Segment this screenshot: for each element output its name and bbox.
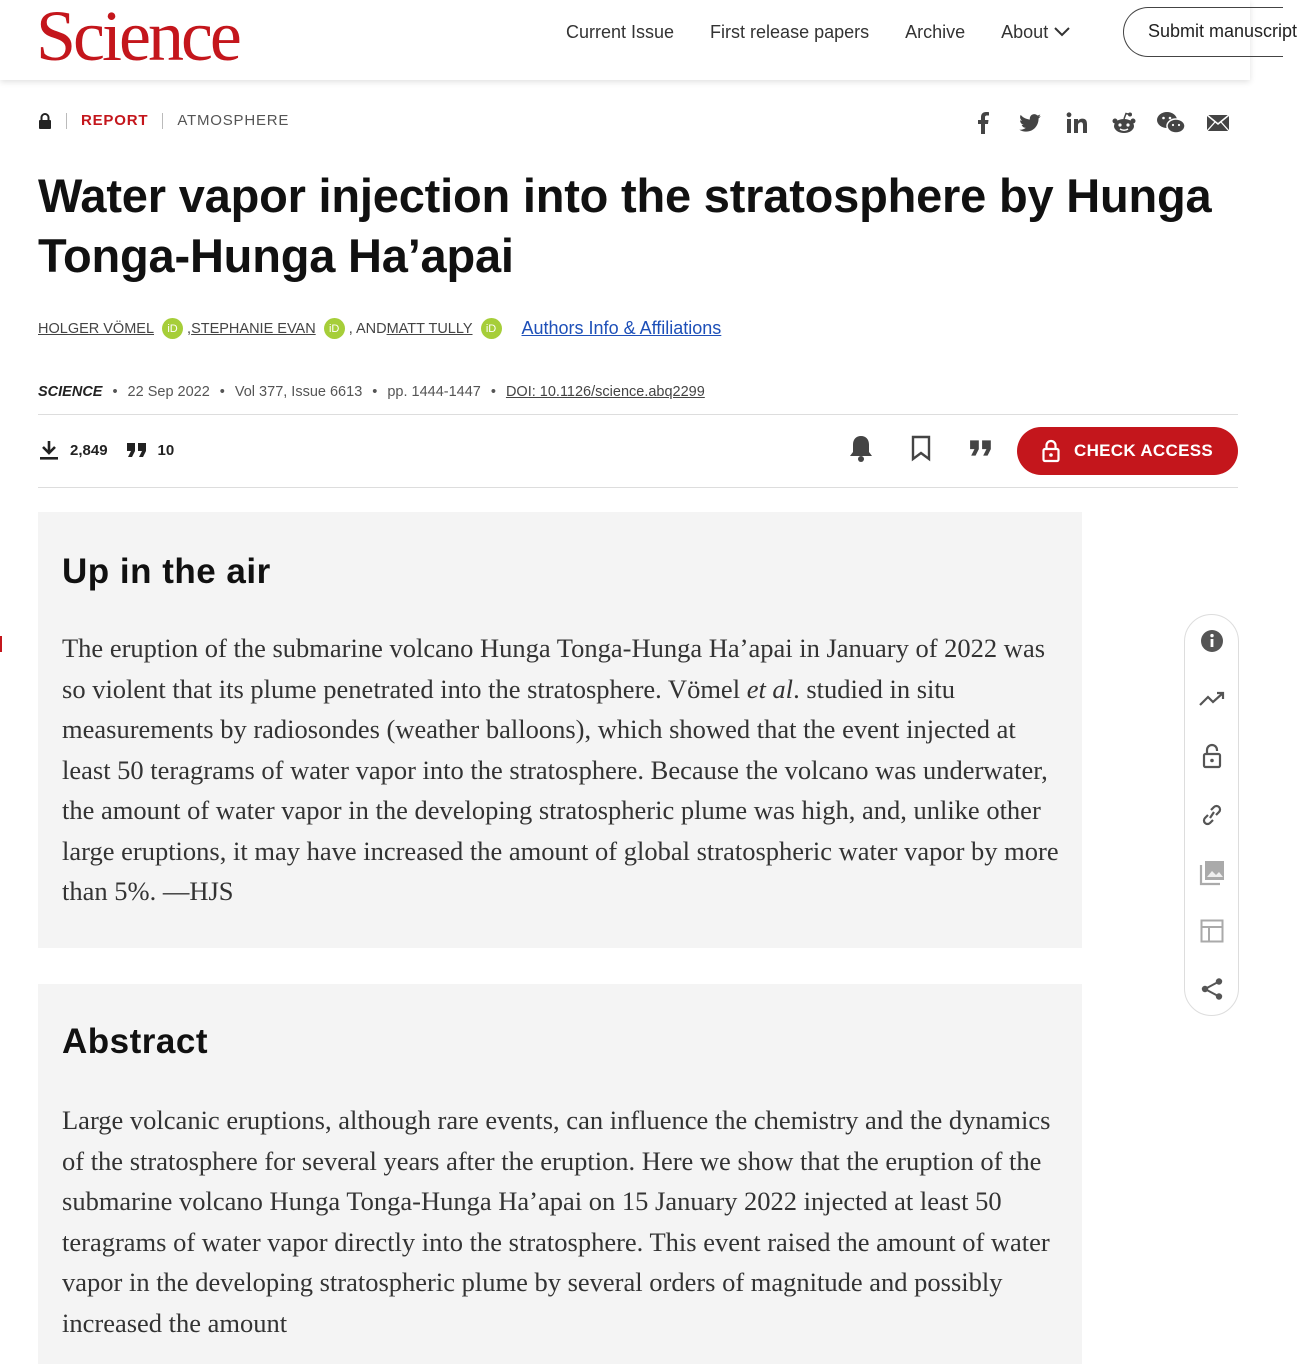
summary-heading: Up in the air (62, 552, 271, 591)
science-logo[interactable]: Science (36, 0, 239, 76)
check-access-label: CHECK ACCESS (1074, 441, 1213, 460)
linkedin-icon[interactable] (1062, 108, 1092, 138)
wechat-icon[interactable] (1156, 108, 1186, 138)
citation-count: 10 (157, 441, 175, 459)
summary-text-italic: et al (746, 673, 794, 704)
orcid-icon[interactable]: iD (481, 318, 502, 339)
abstract-heading: Abstract (62, 1022, 208, 1061)
share-social-bar (968, 108, 1250, 138)
volume-issue[interactable]: Vol 377, Issue 6613 (234, 384, 363, 400)
quote-icon (126, 442, 148, 458)
summary-text-part: . studied in situ measurements by radiosondes (weather balloons), which showed that the event injected at least 50 teragrams of water vapor into the stratosphere. Because the volcano was underwater, the amount of water vapor in the developing stratospheric plume was high, and, unlike other large eruptions, it may have increased the amount of global stratospheric water vapor by more than 5%. —HJS (62, 673, 1059, 906)
nav-first-release-papers[interactable]: First release papers (710, 21, 870, 42)
tables-icon[interactable] (1198, 917, 1226, 945)
bullet: • (219, 384, 225, 400)
bullet: • (112, 384, 118, 400)
reddit-icon[interactable] (1109, 108, 1139, 138)
abstract-box (38, 984, 1082, 1364)
email-icon[interactable] (1203, 108, 1233, 138)
author-separator: , (187, 320, 192, 337)
download-icon (38, 440, 60, 460)
nav-archive[interactable]: Archive (905, 21, 966, 42)
divider (66, 113, 67, 129)
share-icon[interactable] (1198, 975, 1226, 1003)
bell-icon[interactable] (846, 433, 876, 463)
trending-icon[interactable] (1198, 685, 1226, 713)
summary-text-part: The eruption of the submarine volcano Hunga Tonga-Hunga Ha’apai in January of 2022 was so violent that its plume penetrated into the stratosphere. Vömel (62, 633, 1046, 704)
journal-name: SCIENCE (38, 384, 103, 400)
orcid-icon[interactable]: iD (162, 318, 183, 339)
lock-icon (38, 113, 52, 129)
article-actions (846, 433, 1026, 463)
check-access-button[interactable] (1017, 427, 1238, 475)
nav-about-label: About (1001, 21, 1049, 42)
article-title: Water vapor injection into the stratosphere by Hunga Tonga-Hunga Ha’apai (38, 169, 1212, 282)
summary-text (62, 628, 1062, 912)
site-header (0, 0, 1297, 80)
bookmark-icon[interactable] (906, 433, 936, 463)
article-type-line (38, 112, 289, 129)
link-icon[interactable] (1198, 801, 1226, 829)
info-icon[interactable] (1198, 627, 1226, 655)
page-range: pp. 1444-1447 (387, 384, 481, 400)
unlock-icon[interactable] (1198, 742, 1226, 770)
publication-date: 22 Sep 2022 (127, 384, 210, 400)
chevron-down-icon (1054, 27, 1070, 37)
bullet: • (372, 384, 378, 400)
nav-about[interactable] (1001, 22, 1070, 43)
author-name[interactable]: STEPHANIE EVAN (191, 320, 316, 337)
article-tools-rail (1184, 614, 1239, 1016)
facebook-icon[interactable] (968, 108, 998, 138)
images-icon[interactable] (1198, 859, 1226, 887)
submit-manuscript-button[interactable]: Submit manuscript (1123, 7, 1283, 57)
author-list (38, 318, 721, 339)
article-type: REPORT (81, 112, 149, 129)
article-section[interactable]: ATMOSPHERE (177, 112, 290, 129)
authors-info-affiliations-link[interactable]: Authors Info & Affiliations (521, 318, 722, 338)
main-nav (548, 0, 1088, 64)
lock-open-icon (1042, 440, 1060, 462)
abstract-text: Large volcanic eruptions, although rare events, can influence the chemistry and the dynamics of the stratosphere for several years after the eruption. Here we show that the eruption of the submarine volcano Hunga Tonga-Hunga Ha’apai on 15 January 2022 injected at least 50 teragrams of water vapor directly into the stratosphere. This event raised the amount of water vapor in the developing stratospheric plume by several orders of magnitude and possibly increased the amount (62, 1105, 1051, 1338)
doi-link[interactable]: DOI: 10.1126/science.abq2299 (505, 384, 705, 400)
orcid-icon[interactable]: iD (324, 318, 345, 339)
bullet: • (490, 384, 496, 400)
article-metrics (38, 440, 174, 460)
twitter-icon[interactable] (1015, 108, 1045, 138)
download-count: 2,849 (70, 441, 108, 459)
divider (38, 414, 1238, 415)
divider (162, 113, 163, 129)
scroll-marker (0, 636, 2, 652)
editor-summary-box (38, 512, 1082, 948)
author-name[interactable]: MATT TULLY (386, 320, 473, 337)
cite-quote-icon[interactable] (966, 433, 996, 463)
divider (38, 487, 1238, 488)
citation-line (38, 384, 705, 400)
author-name[interactable]: HOLGER VÖMEL (38, 320, 155, 337)
nav-current-issue[interactable]: Current Issue (566, 21, 675, 42)
author-separator: , AND (348, 320, 387, 337)
